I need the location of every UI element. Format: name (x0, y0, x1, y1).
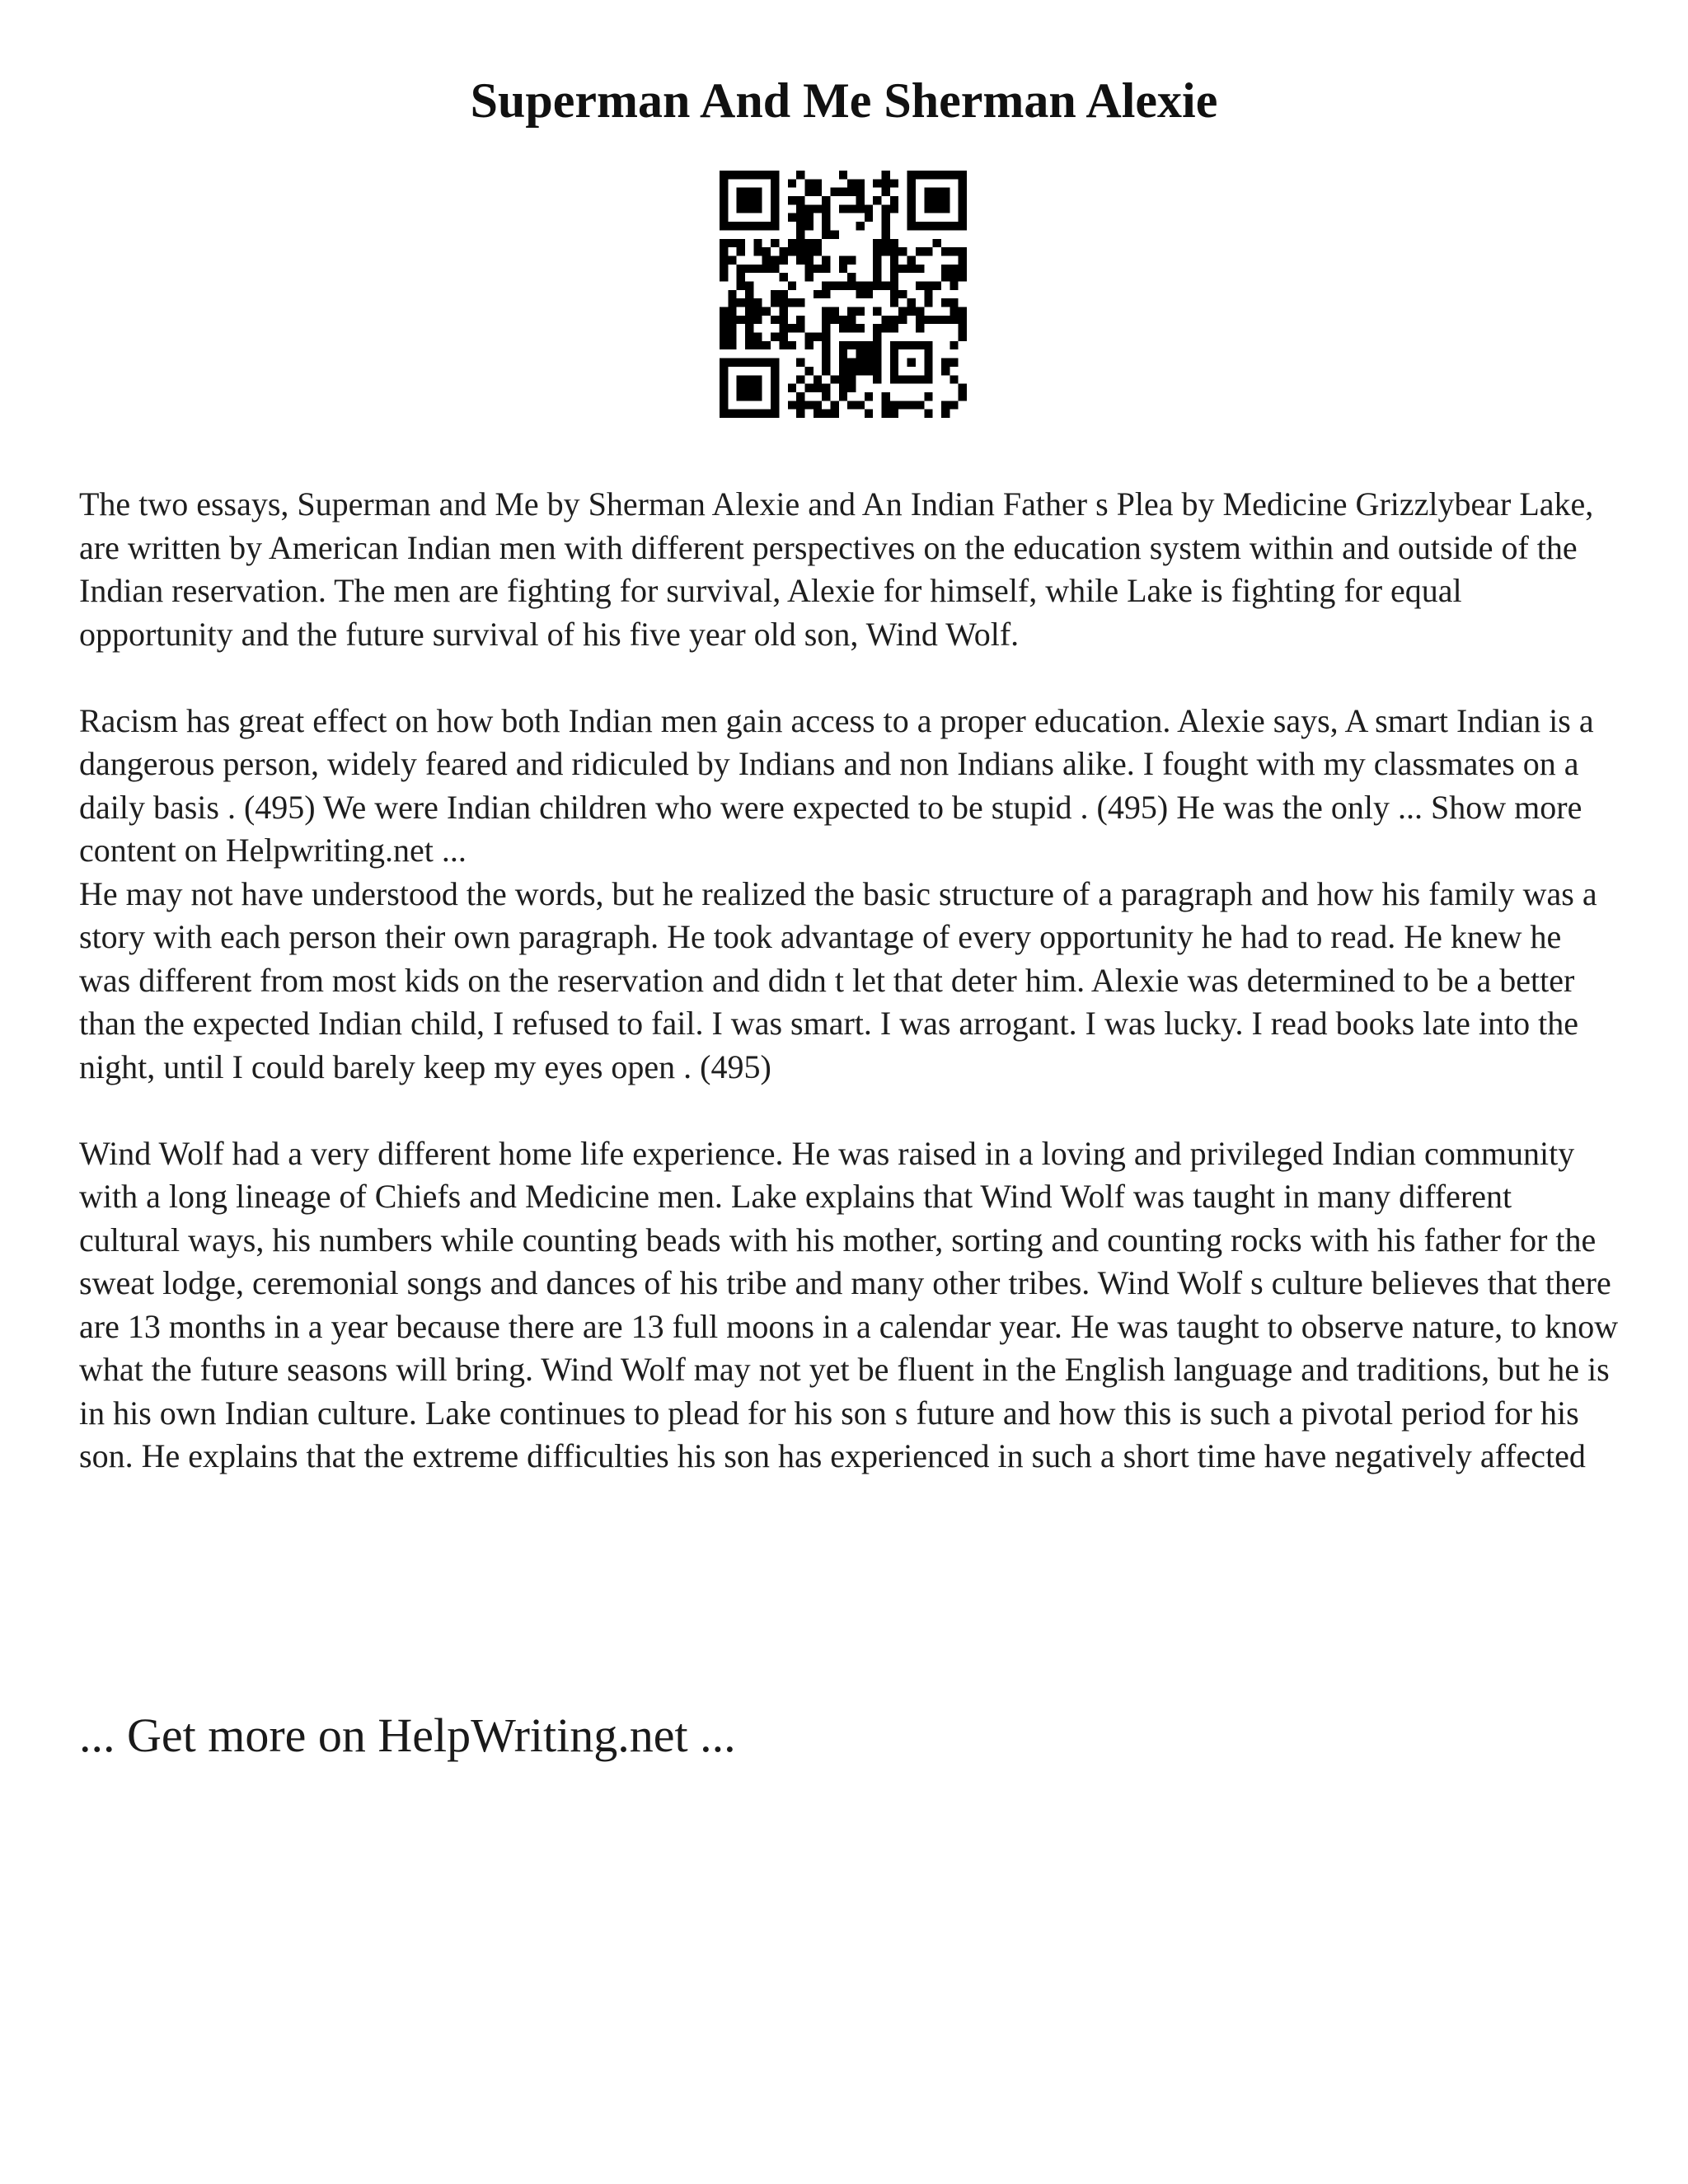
paragraph: The two essays, Superman and Me by Sherman Alexie and An Indian Father s Plea by Medicine Grizzlybear Lake, are written by American Indian men with different perspectives on the education system within and outside of the Indian reservation. The men are fighting for survival, Alexie for himself, while Lake is fighting for equal opportunity and the future survival of his five year old son, Wind Wolf. (79, 485, 1594, 653)
article-body (79, 483, 1620, 1479)
qr-code-icon (720, 171, 967, 418)
get-more-link[interactable]: ... Get more on HelpWriting.net ... (79, 1708, 736, 1762)
paragraph: He may not have understood the words, but he realized the basic structure of a paragraph and how his family was a story with each person their own paragraph. He took advantage of every opportunity he had to read. He knew he was different from most kids on the reservation and didn t let that deter him. Alexie was determined to be a better than the expected Indian child, I refused to fail. I was smart. I was arrogant. I was lucky. I read books late into the night, until I could barely keep my eyes open . (495) (79, 874, 1597, 1085)
page-title: Superman And Me Sherman Alexie (470, 73, 1218, 129)
paragraph: Wind Wolf had a very different home life experience. He was raised in a loving and privileged Indian community with a long lineage of Chiefs and Medicine men. Lake explains that Wind Wolf was taught in many different cultural ways, his numbers while counting beads with his mother, sorting and counting rocks with his father for the sweat lodge, ceremonial songs and dances of his tribe and many other tribes. Wind Wolf s culture believes that there are 13 months in a year because there are 13 full moons in a calendar year. He was taught to observe nature, to know what the future seasons will bring. Wind Wolf may not yet be fluent in the English language and traditions, but he is in his own Indian culture. Lake continues to plead for his son s future and how this is such a pivotal period for his son. He explains that the extreme difficulties his son has experienced in such a short time have negatively affected (79, 1134, 1619, 1474)
paragraph: Racism has great effect on how both Indian men gain access to a proper education. Alexie says, A smart Indian is a dangerous person, widely feared and ridiculed by Indians and non Indians alike. I fought with my classmates on a daily basis . (495) We were Indian children who were expected to be stupid . (495) He was the only ... Show more content on Helpwriting.net ... (79, 701, 1594, 869)
